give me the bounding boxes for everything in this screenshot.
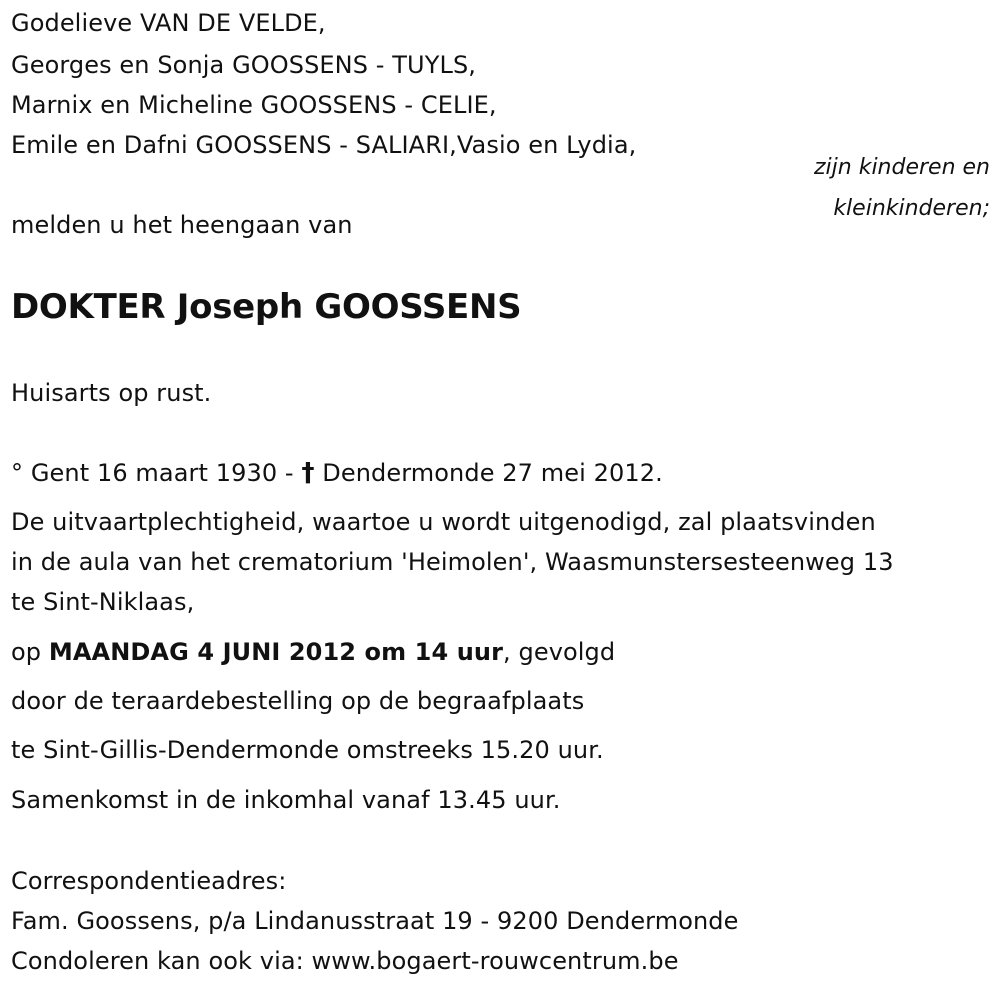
ceremony-time-suffix: , gevolgd xyxy=(503,638,616,666)
ceremony-time-prefix: op xyxy=(11,638,42,666)
burial-line: te Sint-Gillis-Dendermonde omstreeks 15.20 uur. xyxy=(11,736,604,764)
life-dates xyxy=(11,458,663,488)
ceremony-line: De uitvaartplechtigheid, waartoe u wordt uitgenodigd, zal plaatsvinden xyxy=(11,508,876,536)
ceremony-date: MAANDAG 4 JUNI 2012 om 14 uur xyxy=(48,638,504,666)
death-info: Dendermonde 27 mei 2012. xyxy=(322,459,663,487)
family-line: Godelieve VAN DE VELDE, xyxy=(11,9,326,37)
deceased-name: DOKTER Joseph GOOSSENS xyxy=(11,287,522,327)
relation-line-1: zijn kinderen en xyxy=(814,155,990,180)
family-line: Emile en Dafni GOOSSENS - SALIARI,Vasio en Lydia, xyxy=(11,131,637,159)
family-line: Georges en Sonja GOOSSENS - TUYLS, xyxy=(11,51,477,79)
occupation: Huisarts op rust. xyxy=(11,379,212,407)
family-line: Marnix en Micheline GOOSSENS - CELIE, xyxy=(11,91,497,119)
ceremony-line: in de aula van het crematorium 'Heimolen', Waasmunstersesteenweg 13 xyxy=(11,548,894,576)
burial-line: door de teraardebestelling op de begraafplaats xyxy=(11,687,585,715)
correspondence-address: Fam. Goossens, p/a Lindanusstraat 19 - 9200 Dendermonde xyxy=(11,907,739,935)
gathering-line: Samenkomst in de inkomhal vanaf 13.45 uur. xyxy=(11,786,561,814)
death-cross-icon: † xyxy=(301,458,315,488)
condolence-website: Condoleren kan ook via: www.bogaert-rouwcentrum.be xyxy=(11,947,679,975)
ceremony-time xyxy=(11,637,615,667)
birth-info: Gent 16 maart 1930 - xyxy=(30,459,294,487)
birth-mark: ° xyxy=(11,459,24,487)
announcement: melden u het heengaan van xyxy=(11,211,353,239)
ceremony-line: te Sint-Niklaas, xyxy=(11,588,195,616)
correspondence-label: Correspondentieadres: xyxy=(11,867,287,895)
relation-line-2: kleinkinderen; xyxy=(833,196,990,221)
